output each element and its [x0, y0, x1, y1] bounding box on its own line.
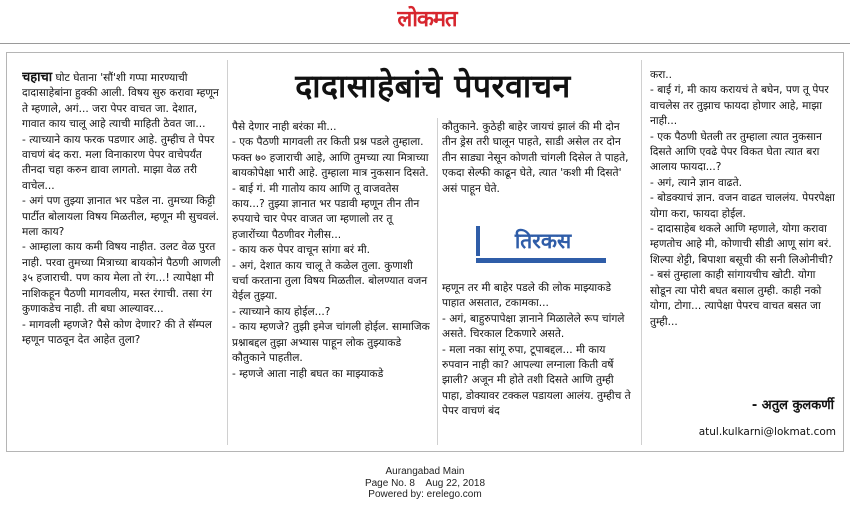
column-1-text: घोट घेताना 'सौं'शी गप्पा मारण्याची दादासाहेबांना हुक्की आली. विषय सुरु करावा म्हणून ते म्हणाले, अगं... जरा पेपर वाचत जा. देशात, गावात काय चालू आहे त्याची माहिती ठेवत जा... - त्याच्याने काय फरक पडणार आहे. तुम्हीच ते पेपर वाचणं बंद करा. मला विनाकारण पेपर वाचेपर्यंत तीनदा चहा करुन द्यावा लागतो. माझा वेळ तरी वाचेल... - अगं पण तुझ्या ज्ञानात भर पडेल ना. तुमच्या किट्टी पार्टीत बोलायला विषय मिळतील, म्हणून मी सुचवलं. मला काय? - आम्हाला काय कमी विषय नाहीत. उलट वेळ पुरत नाही. परवा तुमच्या मित्राच्या बायकोनं पैठणी आणली ३५ हजाराची. पण काय मेला तो रंग...! त्यापेक्षा मी नाशिकहून पैठणी मागवलीय, मस्त रंगाची. तसा रंग कुणाकडेच नाही. ती बघा आल्यावर... - मागवली म्हणजे? पैसे कोण देणार? की ते सॅम्पल म्हणून पाठवून देत आहेत तुला?	[22, 72, 221, 346]
section-tag: तिरकस	[514, 229, 572, 253]
page-info: Page No. 8 Aug 22, 2018	[364, 477, 486, 489]
column-divider	[641, 60, 642, 445]
lokmat-logo[interactable]: लोकमत	[397, 7, 457, 32]
author-email[interactable]: atul.kulkarni@lokmat.com	[698, 426, 836, 438]
article-column-4: करा.. - बाई गं, मी काय करायचं ते बघेन, पण तू पेपर वाचलेस तर तुझाच फायदा होणार आहे, माझा नाही... - एक पैठणी घेतली तर तुम्हाला त्यात नुकसान दिसते आणि एवढे पेपर विकत घेता त्यात बरा आलाय फायदा...? - अगं, त्याने ज्ञान वाढते. - बोडक्याचं ज्ञान. वजन वाढत चाललंय. पेपरपेक्षा योगा करा, फायदा होईल. - दादासाहेब थकले आणि म्हणाले, योगा करावा म्हणतोच आहे मी, कोणाची सीडी आणू सांग बरं. शिल्पा शेट्टी, बिपाशा बसूची की सनी लिओनीची? - बसं तुम्हाला काही सांगायचीच खोटी. योगा सोडून त्या पोरी बघत बसाल तुम्ही. काही नको योगा, टोगा... त्यापेक्षा पेपरच वाचत बसत जा तुम्ही...	[650, 69, 835, 328]
page-footer	[300, 466, 550, 512]
article-column-2: पैसे देणार नाही बरंका मी... - एक पैठणी मागवली तर किती प्रश्न पडले तुम्हाला. फक्त ७० हजाराची आहे, आणि तुमच्या त्या मित्राच्या बायकोपेक्षा भारी आहे. तुम्हाला मात्र नुकसान दिसते. - बाई गं. मी गातोय काय आणि तू वाजवतेस काय...? तुझ्या ज्ञानात भर पडावी म्हणून तीन तीन रुपयाचे चार पेपर वाजत जा म्हणालो तर तू हजारोंच्या पैठणीवर गेलीस... - काय करु पेपर वाचून सांगा बरं मी. - अगं, देशात काय चालू ते कळेल तुला. कुणाशी चर्चा करताना तुला विषय मिळतील. बोलण्यात वजन येईल तुझ्या. - त्याच्याने काय होईल...? - काय म्हणजे? तुझी इमेज चांगली होईल. सामाजिक प्रश्नाबद्दल तुझा अभ्यास पाहून लोक तुझ्याकडे कौतुकाने पाहतील. - म्हणजे आता नाही बघत का माझ्याकडे	[232, 121, 430, 380]
edition-name: Aurangabad Main	[385, 466, 465, 477]
section-tag-underline	[476, 258, 606, 263]
masthead	[0, 0, 850, 38]
author-byline: - अतुल कुलकर्णी	[751, 398, 834, 413]
article-column-1	[22, 70, 222, 440]
column-divider	[227, 60, 228, 445]
column-divider	[437, 118, 438, 445]
powered-by[interactable]: Powered by: erelego.com	[368, 489, 482, 500]
lead-word: चहाचा	[22, 70, 53, 85]
masthead-divider	[0, 43, 850, 44]
article-column-3-bottom: म्हणून तर मी बाहेर पडले की लोक माझ्याकडे पाहात असतात, टकामका... - अगं, बाहुरुपापेक्षा ज्ञानाने मिळालेले रूप चांगले असते. चिरकाल टिकणारे असते. - मला नका सांगू रुपा, टूपाबद्दल... मी काय रुपवान नाही का? आपल्या लग्नाला किती वर्षे झाली? अजून मी होते तशी दिसते आणि तुम्ही पाहा, डोक्यावर टक्कल पडायला आलंय. तुम्हीच ते पेपर वाचणं बंद	[442, 282, 631, 418]
article-column-3-top: कौतुकाने. कुठेही बाहेर जायचं झालं की मी दोन तीन ड्रेस तरी घालून पाहते, साडी असेल तर दोन तीन साड्या नेसून कोणती चांगली दिसेल ते पाहते, एकदा सेल्फी काढून घेते, त्यात 'कशी मी दिसते' असं पाहून घेते.	[442, 121, 629, 195]
article-headline: दादासाहेबांचे पेपरवाचन	[295, 67, 571, 105]
